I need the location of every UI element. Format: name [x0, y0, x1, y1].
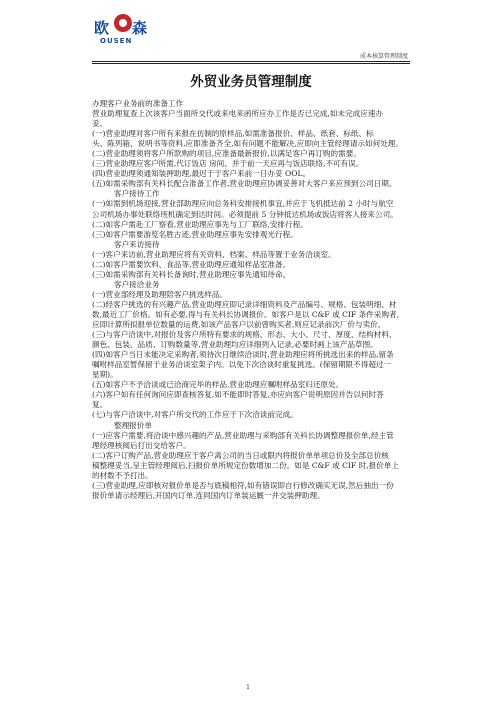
- text-line: 稿整理妥当,呈主管经理阅后,扫报价单所规定份数增加二份。如是 C&F 或 CIF 时,报价单上: [92, 460, 399, 470]
- text-line: 公司机场办事处联络班机确定到达时间。必须提前 5 分钟抵达机场或饭店将客人接来公司。: [92, 209, 398, 219]
- text-line: (二)客户订购产品,营业助理应于客户离公司的当日或限内将报价单单项总价及全部总价核: [92, 450, 389, 460]
- document-title: 外贸业务员管理制度: [190, 74, 312, 90]
- text-line: 复。: [92, 400, 108, 410]
- page-number: 1: [246, 684, 250, 691]
- header-rule-thin: [92, 63, 410, 64]
- text-line: 数,最近工厂价格。如有必要,得与有关科长协调报价。如客户是以 C&F 或 CIF 条件采购者,: [92, 309, 399, 319]
- text-line: (三)营业助理应客户所需,代订饭店 房间、并于前一天应再与饭店联络,不可有误。: [92, 159, 364, 169]
- text-line: 应即计算所拟报单位数量的运费,如该产品客户以前曾购买者,则应记录前次厂价与卖价。: [92, 320, 386, 330]
- text-line: (三)与客户洽谈中,对报价及客户所特有要求的规格、形态、大小、尺寸、厚度、结构材料、: [92, 330, 397, 340]
- text-line: (三)营业助理,应即核对报价单是否与底稿相符,如有错误即自行修改确实无误,然后抽出一份: [92, 480, 394, 490]
- logo-char-ou: 欧: [94, 19, 111, 37]
- text-line: (七)与客户洽谈中,对客户所交代的工作应于下次洽谈前完成。: [92, 410, 298, 420]
- text-line: (二)如客户需要饮料、食品等,营业助理应通知样品室准备。: [92, 259, 291, 269]
- section-heading: 客户来访接待: [114, 239, 160, 249]
- text-line: (四)如客户当日未能决定采购者,须待次日继续洽谈时,营业助理应将所挑选出来的样品,留条: [92, 350, 394, 360]
- text-line: 报价单请示经理后,开国内订单,连同国内订单装运厩一并交装押助理。: [92, 490, 325, 500]
- text-line: 嘱咐样品室暂保留于业务洽谈室架子内。以免下次洽谈时重复挑选。(保留期限不得超过一: [92, 360, 392, 370]
- header-rule-thick: [92, 61, 410, 62]
- text-line: 妥。: [92, 119, 108, 129]
- text-line: (三)如需采购部有关科长备询时,营业助理应事先通知待命。: [92, 269, 291, 279]
- text-line: 头、陈列箱、说明书等资料,应即准备齐全,如有问题不能解决,应即向主管经理请示如何处理。: [92, 139, 403, 149]
- text-line: (一)营业部经理及助理陪客户挑选样品。: [92, 289, 228, 299]
- text-line: (六)客户如有任何询问应即查核答复,如不能即时答复,亦应向客户说明原因并告以何时答: [92, 390, 384, 400]
- text-line: 办理客户业务前的准备工作: [92, 99, 184, 108]
- text-line: (五)如需采购部有关科长配合准备工作者,营业助理应协调妥善对大客户来应预到公司日期。: [92, 179, 397, 189]
- section-heading: 客户接待工作: [114, 189, 160, 199]
- text-line: (一)营业助理对客户所有来报在仿制的原样品,如需准备报价、样品、纸套、标纸、标: [92, 129, 374, 139]
- logo-english-text: OUSEN: [100, 37, 133, 45]
- text-line: (一)如需到机场迎接,营业部助理应向总务科安排接机事宜,并应于飞机抵达前 2 小时与航空: [92, 199, 394, 209]
- text-line: 营业助理复查上次该客户当面所交代或来电来函所应办工作是否已完成,如未完成应速办: [92, 109, 383, 119]
- document-body: [92, 99, 410, 501]
- text-line: (一)客户来访前,营业助理应将有关资料、档案、样品等置于业务洽谈室。: [92, 249, 336, 259]
- text-line: (二)营业助理须将客户所款购的项目,应准备最新报价,以满足客户再订购的需要。: [92, 149, 361, 159]
- header-doc-type: 成本核算管理制度: [359, 53, 408, 60]
- section-heading: 客户接洽业务: [114, 279, 160, 289]
- logo-char-sen: 森: [132, 19, 149, 37]
- text-line: 颜色、包装、品质、订购数量等,营业助理均应详细列入记录,必要时画上该产品草图。: [92, 340, 378, 350]
- text-line: (二)如客户需赴工厂察看,营业助理应事先与工厂联络,安排行程。: [92, 219, 308, 229]
- text-line: 星期)。: [92, 370, 118, 380]
- page-header: [0, 0, 496, 62]
- text-line: 的材数不予打出。: [92, 470, 153, 480]
- logo-emblem-icon: [114, 14, 132, 32]
- text-line: (一)应客户需要,将洽谈中感兴趣的产品,营业助理与采购部有关科长协调整理报价单,经主管: [92, 430, 394, 440]
- text-line: (二)经客户挑选的有兴趣产品,营业助理应即记录详细资料及产品编号、规格、包装明细、材: [92, 299, 397, 309]
- text-line: (三)如客户需要游览名胜古迹,营业助理应事先安排观光行程。: [92, 229, 298, 239]
- text-line: 理经理核阅后打出交给客户。: [92, 440, 191, 450]
- text-line: (五)如客户不予洽谈或已洽商完毕的样品,营业助理应嘱咐样品室归还原处。: [92, 380, 344, 390]
- section-heading: 整理报价单: [114, 420, 152, 430]
- text-line: (四)营业助理须通知装押助理,最迟于于客户来前一日办妥 OOL。: [92, 169, 311, 179]
